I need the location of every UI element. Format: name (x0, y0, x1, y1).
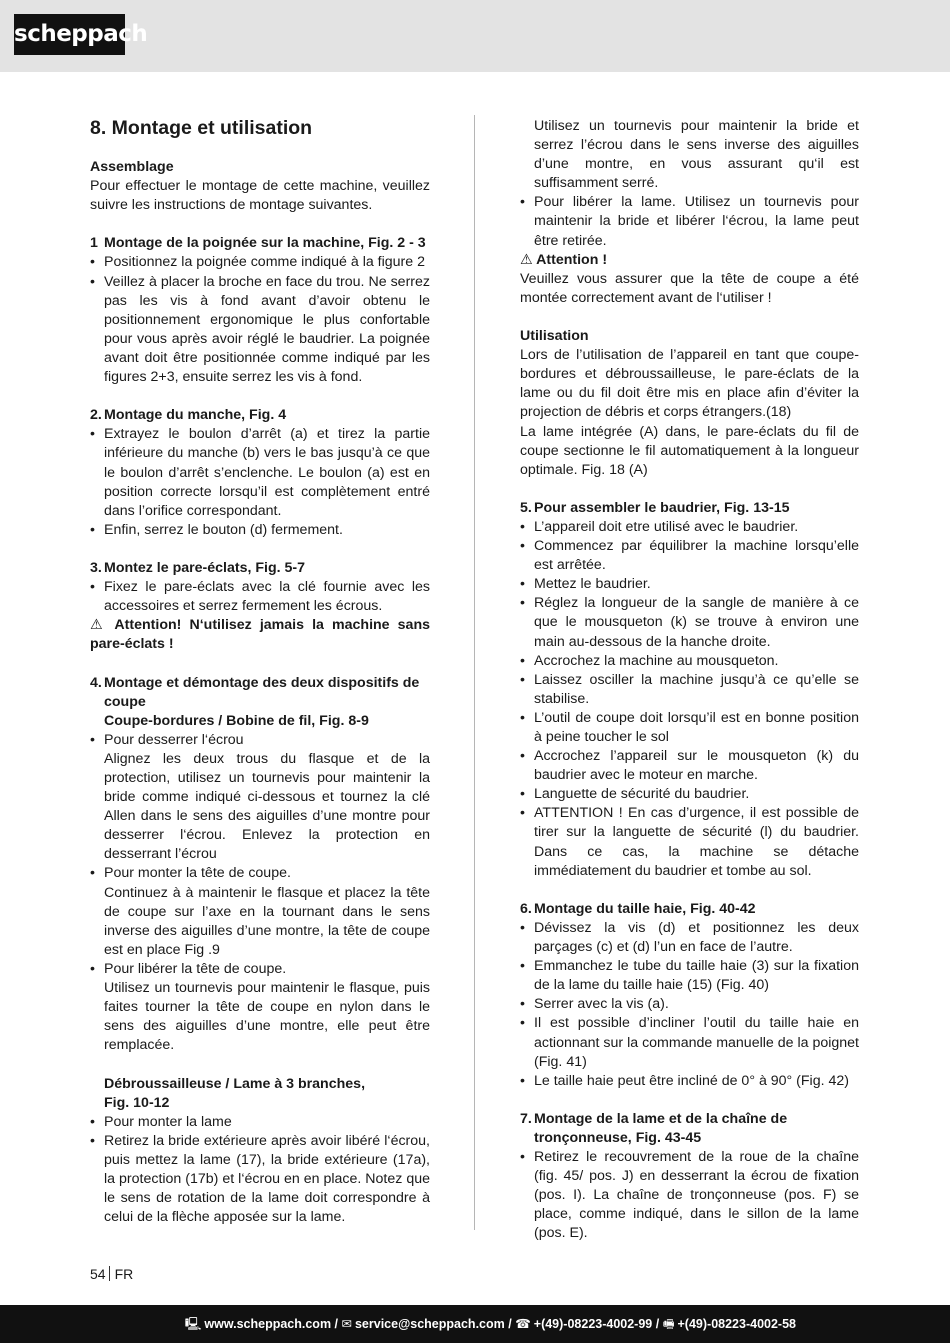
list-item: • L’appareil doit etre utilisé avec le baudrier. (520, 518, 799, 535)
utilisation-paragraph: La lame intégrée (A) dans, le pare-éclats du fil de coupe sectionne le fil automatiquement à la longueur optimale. Fig. 18 (A) (520, 423, 859, 478)
computer-icon: 🖳 (184, 1317, 202, 1331)
step3-heading: 3. Montez le pare-éclats, Fig. 5-7 (90, 559, 306, 576)
subsection-heading: Coupe-bordures / Bobine de fil, Fig. 8-9 (104, 712, 369, 729)
list-item: • Positionnez la poignée comme indiqué à la figure 2 (90, 254, 425, 271)
list-item-text: Utilisez un tournevis pour maintenir le flasque, puis faites tourner la tête de coupe en nylon dans le sens des aiguilles d’une montre, elle peut être remplacée. (104, 980, 430, 1054)
column-divider (474, 115, 475, 1230)
list-item: • Dévissez la vis (d) et positionnez les deux parçages (c) et (d) l’un en face de l’autre. (520, 919, 859, 956)
email-link[interactable]: service@scheppach.com / (354, 1317, 512, 1331)
step6-heading: 6. Montage du taille haie, Fig. 40-42 (520, 900, 756, 917)
list-item: • Pour monter la lame (90, 1113, 232, 1130)
phone-number: +(49)-08223-4002-99 / (533, 1317, 660, 1331)
section-title: 8. Montage et utilisation (90, 117, 313, 139)
list-item: • Accrochez la machine au mousqueton. (520, 652, 779, 669)
step7-heading: 7. Montage de la lame et de la chaîne de tronçonneuse, Fig. 43-45 (520, 1110, 788, 1146)
fax-icon: 🖷 (662, 1317, 675, 1331)
step5-heading: 5. Pour assembler le baudrier, Fig. 13-15 (520, 499, 790, 516)
list-item: • Accrochez l’appareil sur le mousqueton (k) du baudrier avec le moteur en marche. (520, 748, 859, 784)
list-item-text: Alignez les deux trous du flasque et de la protection, utilisez un tournevis pour maintenir la bride comme indiqué ci-dessous et tournez la clé Allen dans le sens des aiguilles d’une montre pour desserrer l‘écrou. Enlevez la protection en desserrant l’écrou (104, 750, 430, 863)
list-item: • Enfin, serrez le bouton (d) fermement. (90, 521, 343, 538)
mail-icon: ✉ (341, 1317, 352, 1331)
website-link[interactable]: www.scheppach.com / (204, 1317, 339, 1331)
list-item: • Pour libérer la tête de coupe. (90, 960, 287, 977)
list-item: • L’outil de coupe doit lorsqu’il est en bonne position à peine toucher le sol (520, 709, 859, 745)
step2-heading: 2. Montage du manche, Fig. 4 (90, 407, 287, 424)
list-item: • Réglez la longueur de la sangle de manière à ce que le mousqueton (k) se trouve à environ une main au-dessous de la hanche droite. (520, 595, 859, 650)
list-item: • Emmanchez le tube du taille haie (3) sur la fixation de la lame du taille haie (15) (Fig. 40) (520, 958, 859, 994)
page-footer (0, 1305, 950, 1343)
continued-text: Utilisez un tournevis pour maintenir la bride et serrez l’écrou dans le sens inverse des aiguilles d’une montre, en vous assurant qu‘il est suffisamment serré. (534, 118, 859, 192)
list-item: • Languette de sécurité du baudrier. (520, 786, 750, 803)
list-item: • Le taille haie peut être incliné de 0° à 90° (Fig. 42) (520, 1072, 849, 1089)
phone-icon: ☎ (515, 1317, 531, 1331)
utilisation-paragraph: Lors de l’utilisation de l’appareil en tant que coupe-bordures et débroussailleuse, le pare-éclats de la lame ou du fil doit être mis en place afin d’éviter la projection de débris et corps étrangers.(18) (520, 347, 859, 421)
list-item: • Pour monter la tête de coupe. (90, 865, 291, 882)
list-item: • Laissez osciller la machine jusqu’à ce qu’elle se stabilise. (520, 671, 859, 707)
left-column (90, 117, 430, 1227)
list-item: • Retirez le recouvrement de la roue de la chaîne (fig. 45/ pos. J) en desserrant la écrou de fixation (pos. I). La chaîne de tronçonneuse (pos. F) se place, comme indiqué, dans le sillon de la lame (pos. E). (520, 1149, 859, 1242)
list-item: • Fixez le pare-éclats avec la clé fournie avec les accessoires et serrez fermement les écrous. (90, 579, 430, 615)
step1-heading: 1 Montage de la poignée sur la machine, Fig. 2 - 3 (90, 235, 426, 252)
list-item: • ATTENTION ! En cas d’urgence, il est possible de tirer sur la languette de sécurité (l) du baudrier. Dans ce cas, la machine se détache immédiatement du baudrier et tombe au sol. (520, 805, 859, 879)
list-item-text: Continuez à à maintenir le flasque et placez la tête de coupe sur l’axe en la tournant dans le sens inverse des aiguilles d’une montre, la tête de coupe est en place Fig .9 (104, 884, 430, 958)
subsection-heading: Débroussailleuse / Lame à 3 branches, Fig. 10-12 (104, 1075, 366, 1111)
page-number: 54 FR (90, 1266, 134, 1282)
utilisation-heading: Utilisation (520, 328, 589, 345)
assemblage-heading: Assemblage (90, 159, 174, 175)
list-item: • Serrer avec la vis (a). (520, 996, 669, 1013)
list-item: • Extrayez le boulon d’arrêt (a) et tirez la partie inférieure du manche (b) vers le bas jusqu’à ce que le boulon d’arrêt s’enclenche. Le boulon (a) est en position correcte lorsqu’il est complètement entré dans l’orifice correspondant. (90, 426, 430, 519)
right-column (520, 117, 859, 1244)
list-item: • Mettez le baudrier. (520, 576, 651, 593)
brand-logo: scheppach (14, 14, 125, 55)
attention-text: Veuillez vous assurer que la tête de coupe a été montée correctement avant de l‘utiliser ! (520, 270, 859, 306)
list-item: • Retirez la bride extérieure après avoir libéré l‘écrou, puis mettez la lame (17), la bride extérieure (17a), la protection (17b) et l‘écrou en en place. Notez que le sens de rotation de la lame doit correspondre à celui de la flèche apposée sur la lame. (90, 1132, 430, 1226)
step4-heading: 4. Montage et démontage des deux dispositifs de coupe (90, 674, 420, 710)
warning-text: ⚠ Attention! N‘utilisez jamais la machine sans pare-éclats ! (90, 617, 430, 653)
attention-heading: ⚠ Attention ! (520, 251, 608, 268)
list-item: • Commencez par équilibrer la machine lorsqu’elle est arrêtée. (520, 538, 859, 574)
fax-number: +(49)-08223-4002-58 (677, 1317, 796, 1331)
list-item: • Pour desserrer l‘écrou (90, 731, 244, 748)
list-item: • Il est possible d’incliner l’outil du taille haie en actionnant sur la commande manuelle de la poignet (Fig. 41) (520, 1015, 859, 1070)
assemblage-text: Pour effectuer le montage de cette machine, veuillez suivre les instructions de montage suivantes. (90, 178, 430, 214)
list-item: • Pour libérer la lame. Utilisez un tournevis pour maintenir la bride et libérer l‘écrou, la lame peut être retirée. (520, 194, 859, 249)
list-item: • Veillez à placer la broche en face du trou. Ne serrez pas les vis à fond avant d’avoir obtenu le positionnement ergonomique le plus confortable pour vous après avoir réglé le baudrier. La poignée avant doit être positionnée comme indiqué par les figures 2+3, ensuite serrez les vis à fond. (90, 273, 430, 386)
page-header (0, 0, 950, 72)
